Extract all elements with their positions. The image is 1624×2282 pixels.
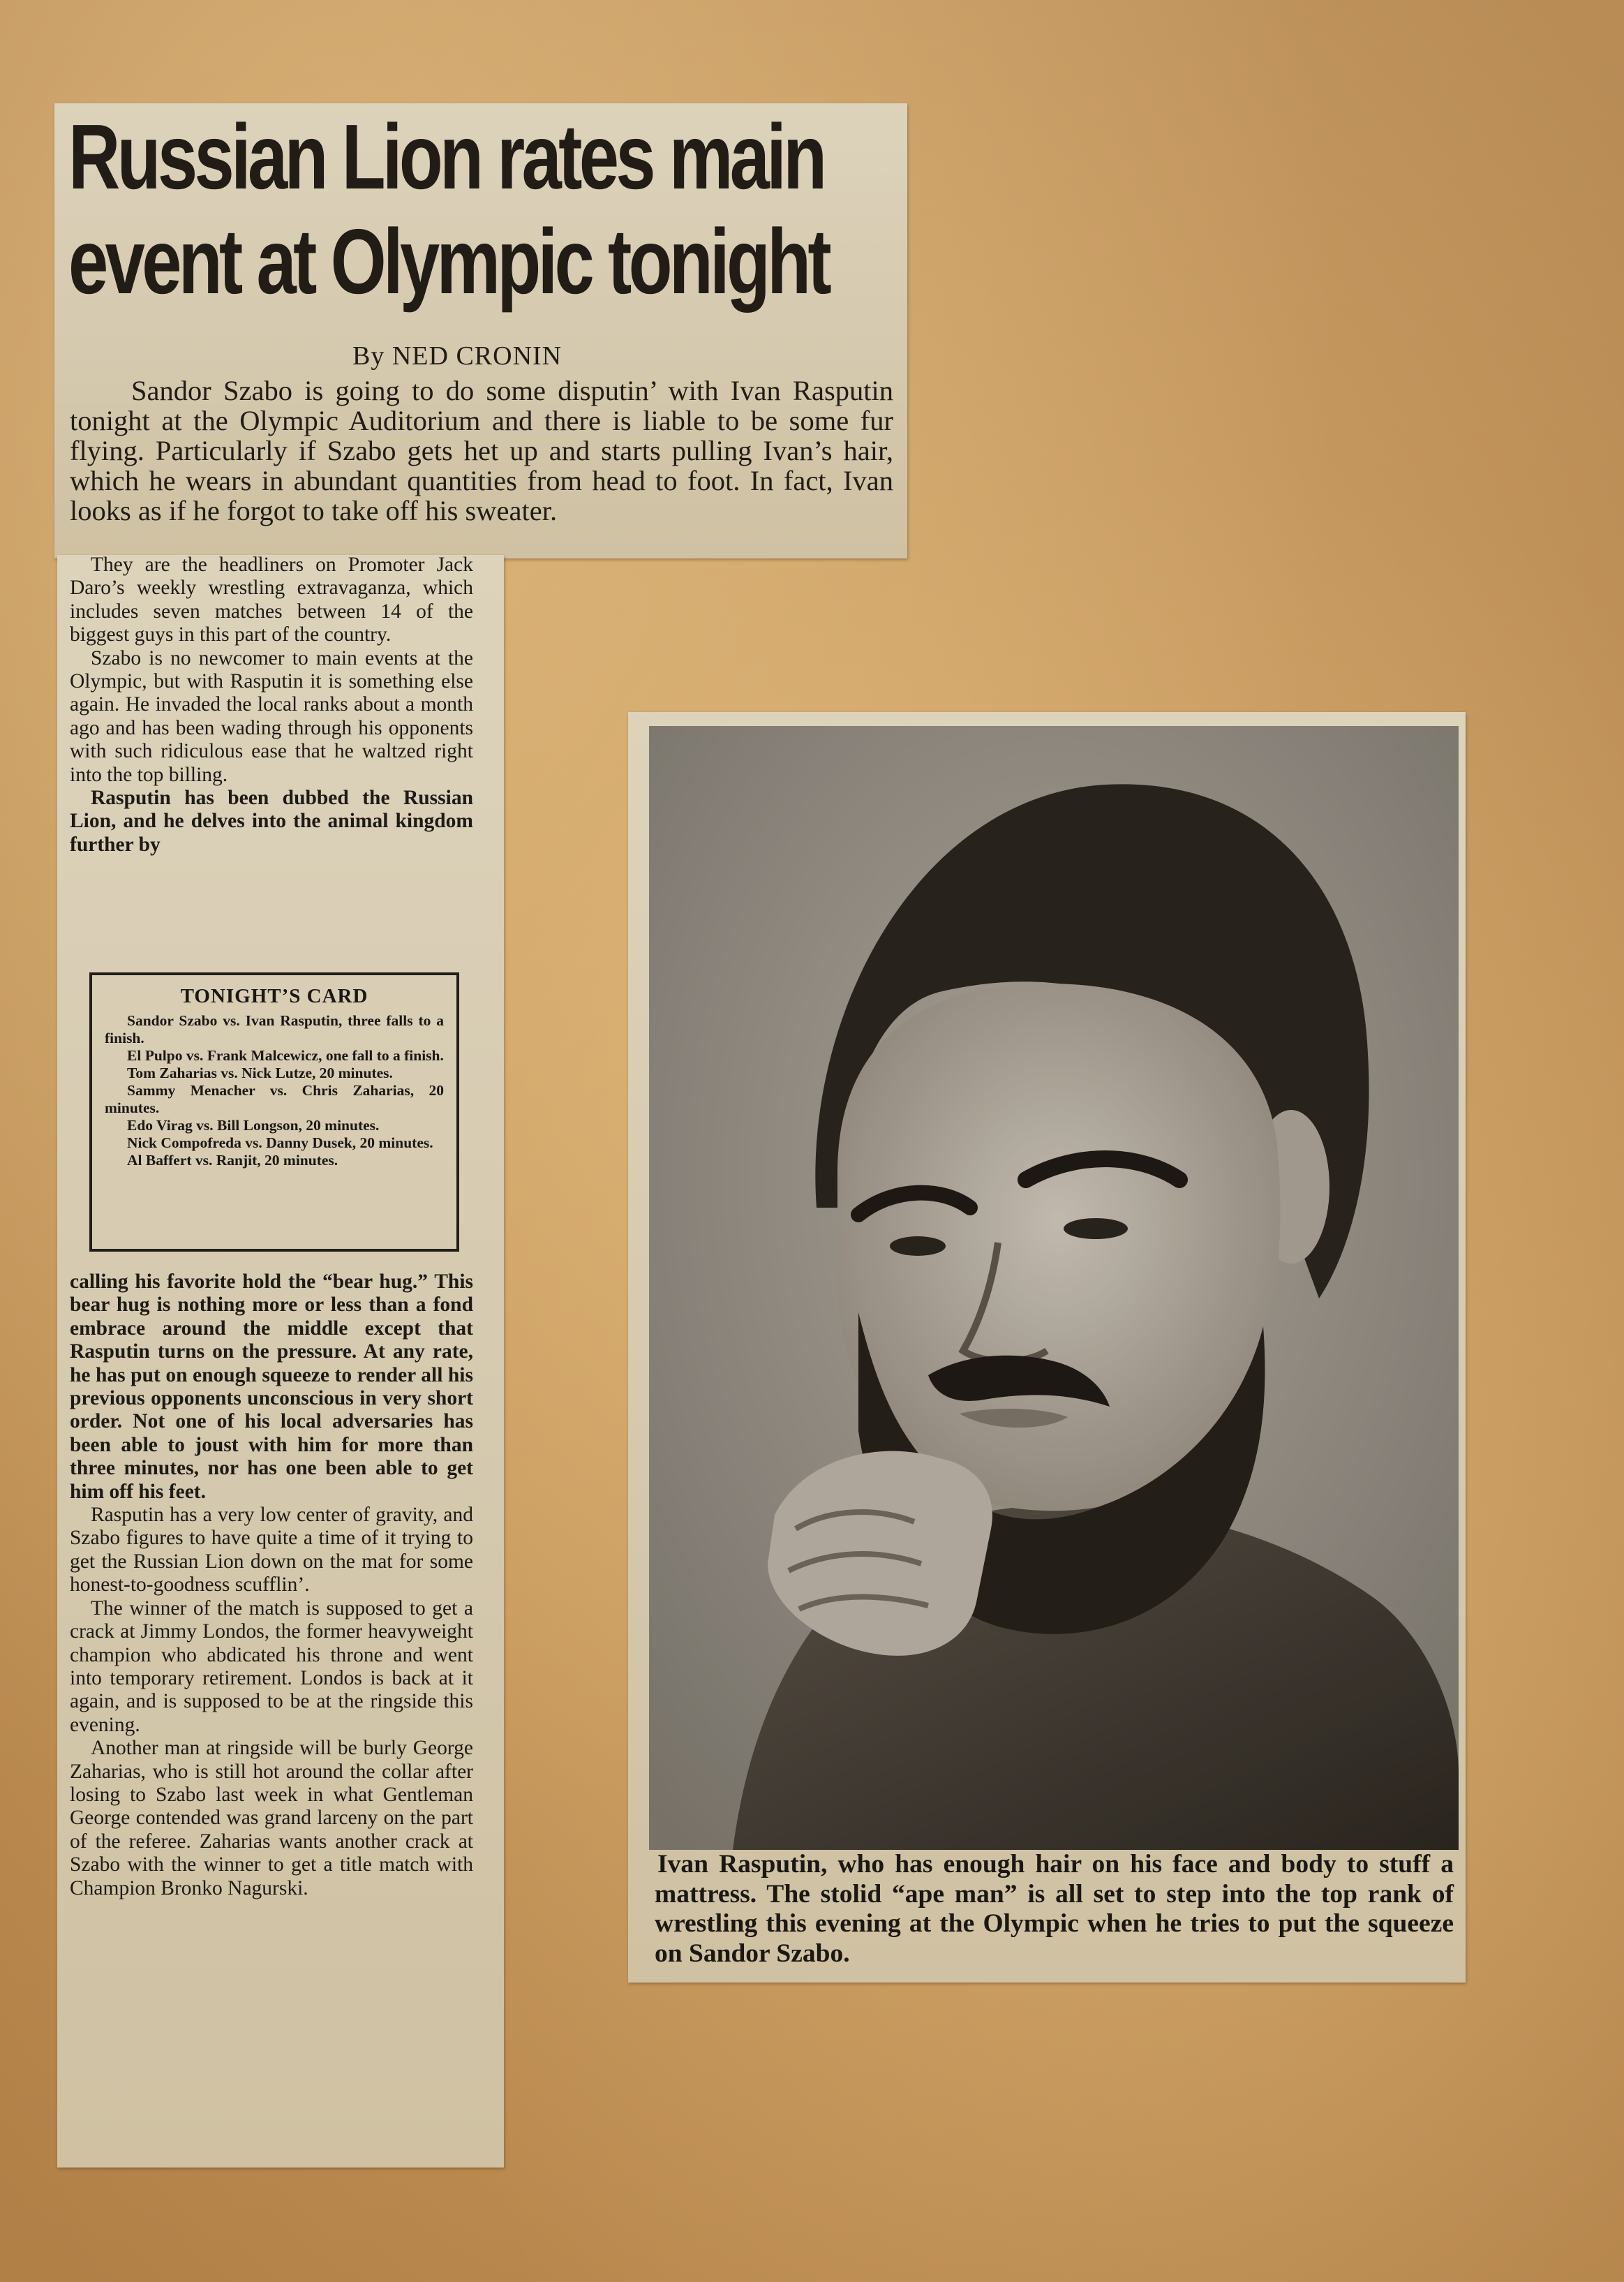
byline: By NED CRONIN [352, 341, 563, 371]
article-paragraph: The winner of the match is supposed to get a crack at Jimmy Londos, the former heavyweight champion who abdicated his throne and went into temporary retirement. Londos is back at it again, and is supposed to be at the ringside this evening. [70, 1596, 473, 1736]
portrait-photo [649, 726, 1459, 1850]
card-title: TONIGHT’S CARD [180, 985, 368, 1007]
article-column-top [70, 554, 473, 857]
headline [68, 105, 829, 314]
card-match: Nick Compofreda vs. Danny Dusek, 20 minutes. [127, 1134, 433, 1151]
article-column-bottom [70, 1270, 473, 1900]
tonights-card-box [89, 972, 459, 1252]
lede-paragraph: Sandor Szabo is going to do some disputin’ with Ivan Rasputin tonight at the Olympic Auditorium and there is liable to be some fur flying. Particularly if Szabo gets het up and starts pulling Ivan’s hair, which he wears in abundant quantities from head to foot. In fact, Ivan looks as if he forgot to take off his sweater. [70, 375, 893, 526]
card-match: El Pulpo vs. Frank Malcewicz, one fall to a finish. [127, 1047, 444, 1064]
card-match: Edo Virag vs. Bill Longson, 20 minutes. [127, 1117, 380, 1134]
headline-line-1: Russian Lion rates main [68, 105, 824, 208]
headline-line-2: event at Olympic tonight [68, 210, 829, 313]
article-paragraph: calling his favorite hold the “bear hug.” This bear hug is nothing more or less than a fond embrace around the middle except that Rasputin turns on the pressure. At any rate, he has put on enough squeeze to render all his previous opponents unconscious in very short order. Not one of his local adversaries has been able to joust with him for more than three minutes, nor has one been able to get him off his feet. [70, 1270, 473, 1503]
article-paragraph: Another man at ringside will be burly George Zaharias, who is still hot around the collar after losing to Szabo last week in what Gentleman George contended was grand larceny on the part of the referee. Zaharias wants another crack at Szabo with the winner to get a title match with Champion Bronko Nagurski. [70, 1737, 473, 1899]
article-paragraph: Szabo is no newcomer to main events at the Olympic, but with Rasputin it is something else again. He invaded the local ranks about a month ago and has been wading through his opponents with such ridiculous ease that he waltzed right into the top billing. [70, 646, 473, 786]
portrait-illustration [649, 726, 1459, 1850]
article-paragraph: Rasputin has a very low center of gravity, and Szabo figures to have quite a time of it trying to get the Russian Lion down on the mat for some honest-to-goodness scufflin’. [70, 1504, 473, 1596]
photo-caption: Ivan Rasputin, who has enough hair on his face and body to stuff a mattress. The stolid “ape man” is all set to step into the top rank of wrestling this evening at the Olympic when he tries to put the squeeze on Sandor Szabo. [655, 1850, 1454, 1968]
card-match: Sammy Menacher vs. Chris Zaharias, 20 minutes. [105, 1082, 444, 1116]
card-match-list [105, 1012, 444, 1169]
card-match: Sandor Szabo vs. Ivan Rasputin, three falls to a finish. [105, 1012, 444, 1046]
card-match: Tom Zaharias vs. Nick Lutze, 20 minutes. [127, 1065, 393, 1081]
card-match: Al Baffert vs. Ranjit, 20 minutes. [127, 1152, 338, 1169]
article-paragraph: Rasputin has been dubbed the Russian Lion, and he delves into the animal kingdom further by [70, 787, 473, 856]
article-paragraph: They are the headliners on Promoter Jack Daro’s weekly wrestling extravaganza, which includes seven matches between 14 of the biggest guys in this part of the country. [70, 554, 473, 646]
